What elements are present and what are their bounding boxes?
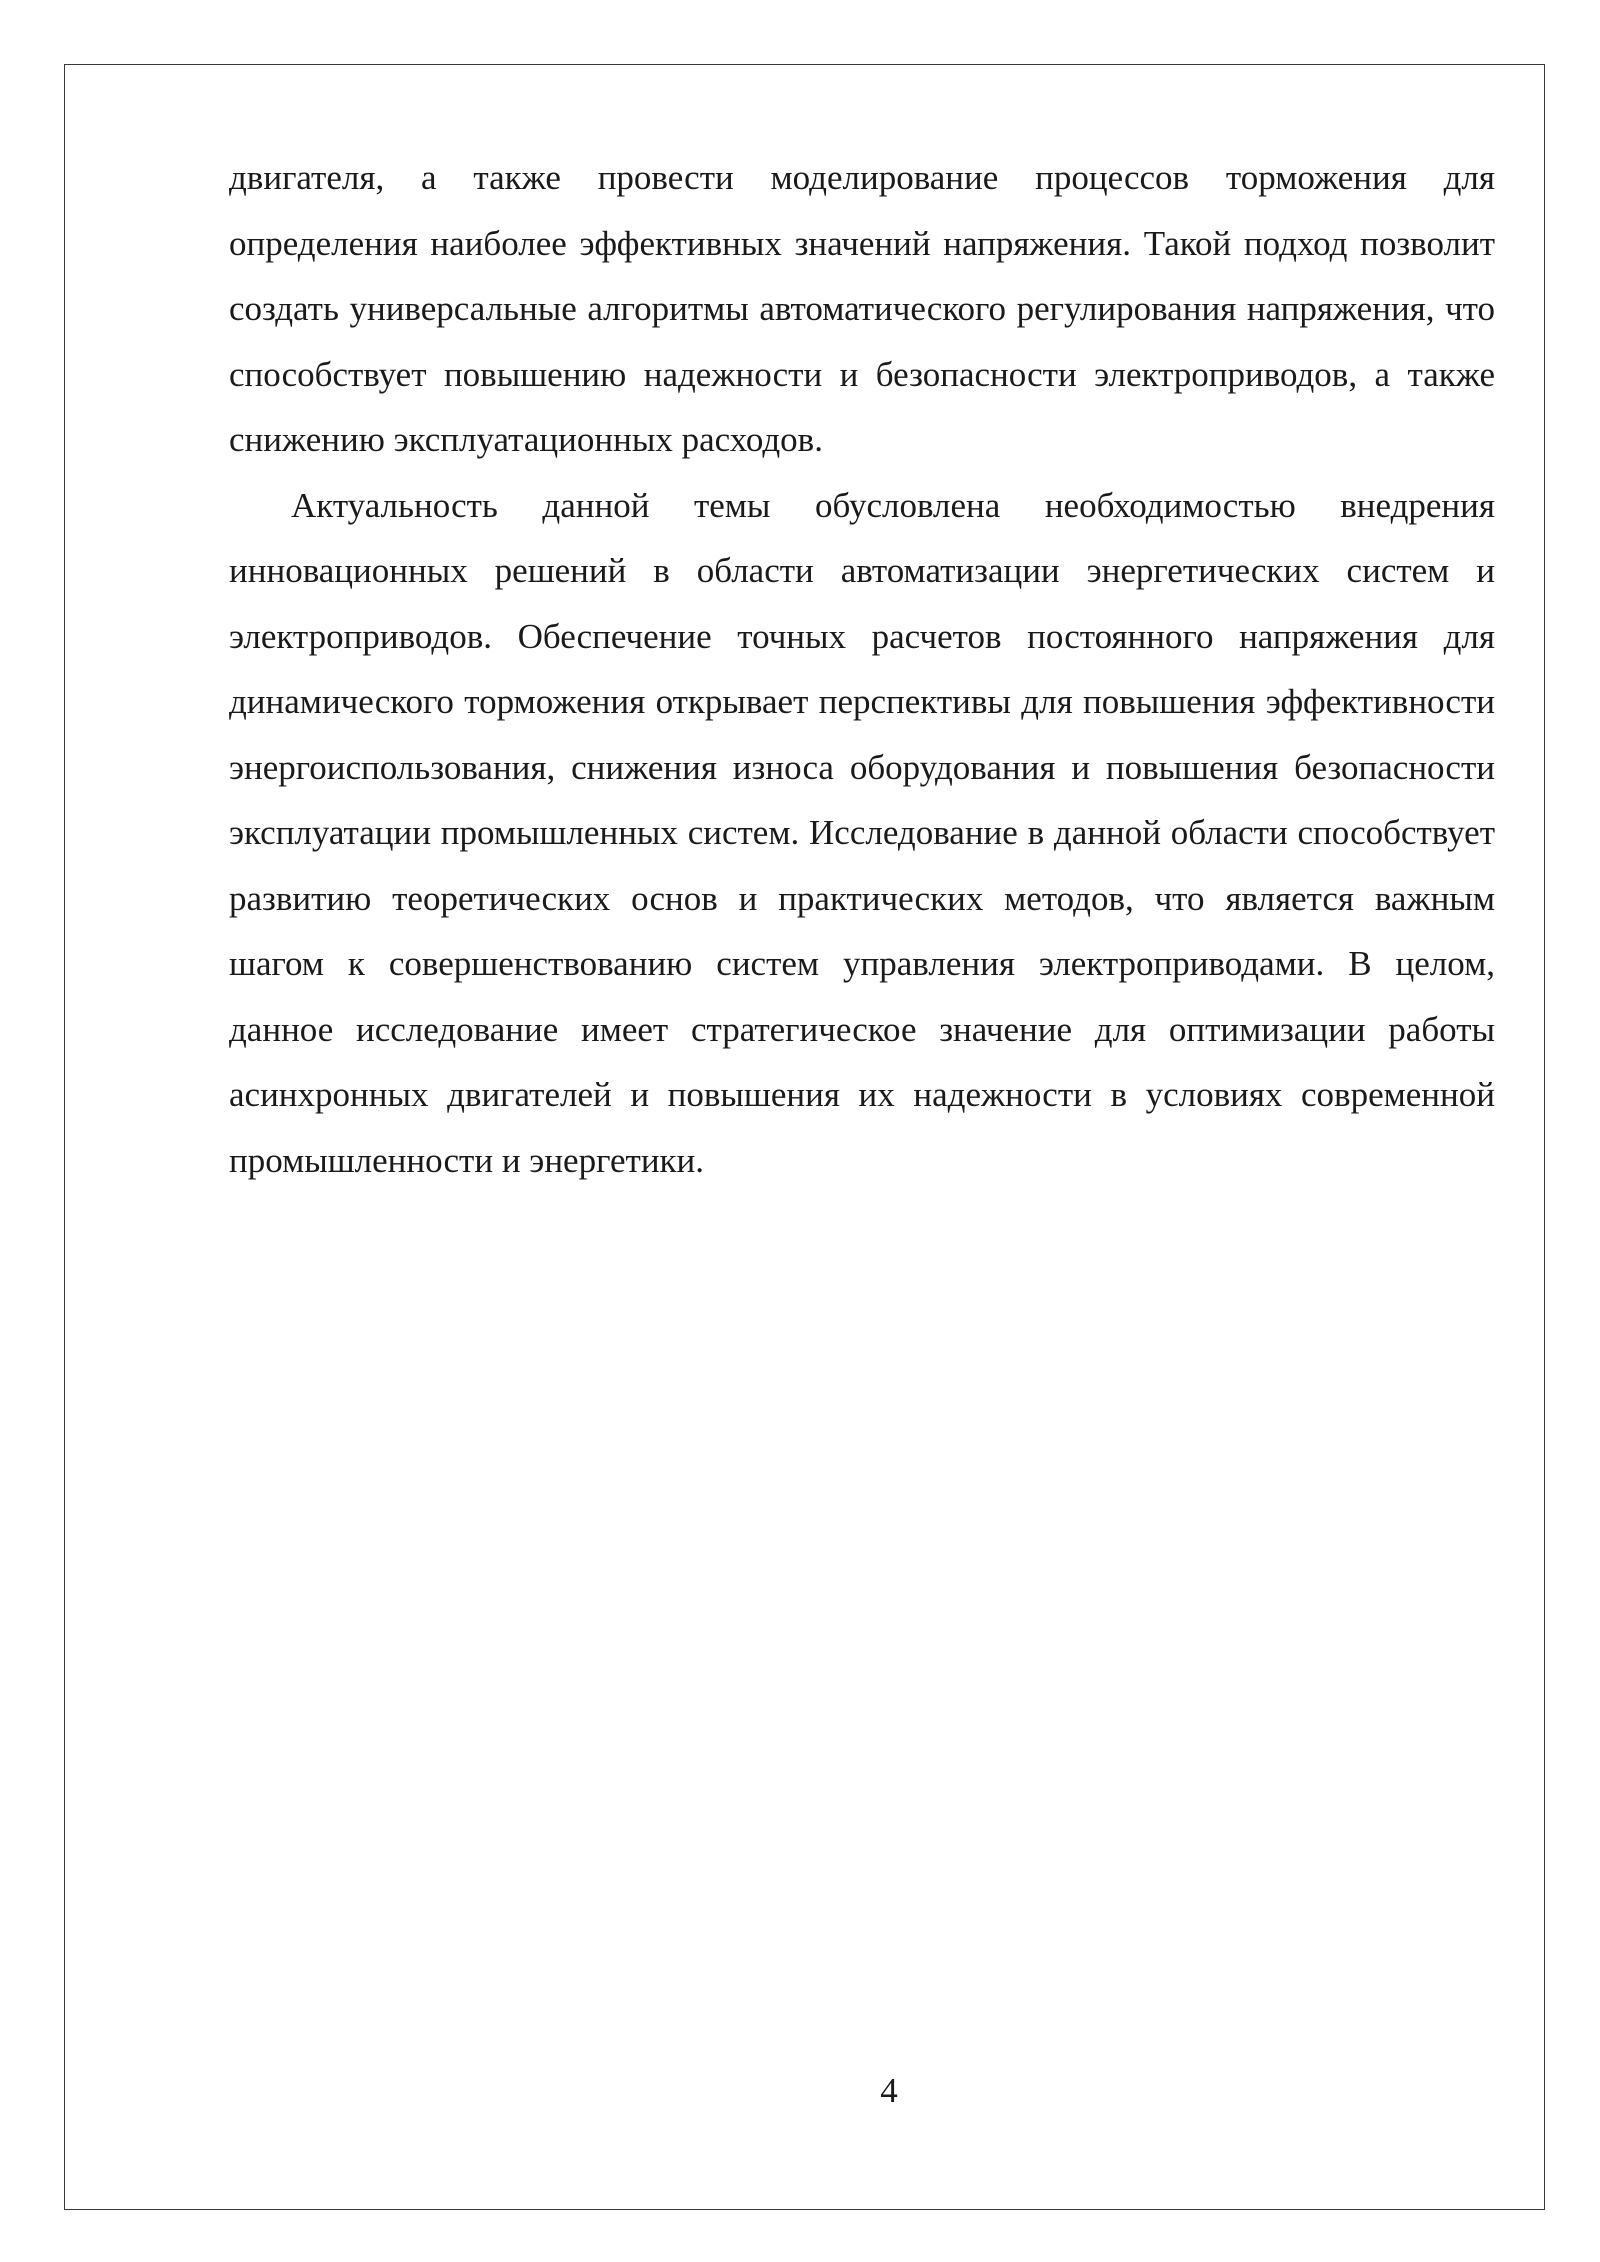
- page-number: 4: [880, 2071, 898, 2110]
- paragraph-continuation: двигателя, а также провести моделирование процессов торможения для определения наиболее эффективных значений напряжения. Такой подход позволит создать универсальные алгоритмы автоматического регулирования напряжения, что способствует повышению надежности и безопасности электроприводов, а также снижению эксплуатационных расходов.: [229, 158, 1495, 459]
- paragraph-relevance: Актуальность данной темы обусловлена необходимостью внедрения инновационных решений в области автоматизации энергетических систем и электроприводов. Обеспечение точных расчетов постоянного напряжения для динамического торможения открывает перспективы для повышения эффективности энергоиспользования, снижения износа оборудования и повышения безопасности эксплуатации промышленных систем. Исследование в данной области способствует развитию теоретических основ и практических методов, что является важным шагом к совершенствованию систем управления электроприводами. В целом, данное исследование имеет стратегическое значение для оптимизации работы асинхронных двигателей и повышения их надежности в условиях современной промышленности и энергетики.: [229, 485, 1495, 1180]
- document-body: [229, 145, 1495, 1193]
